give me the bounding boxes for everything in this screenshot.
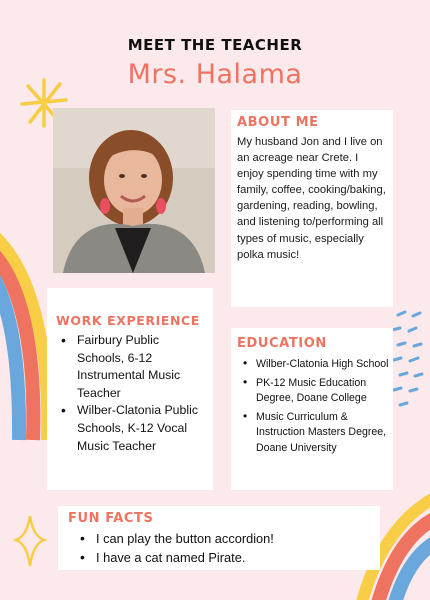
list-item: • Music Curriculum & Instruction Masters Degree, Doane University	[243, 410, 389, 457]
education-title: EDUCATION	[237, 336, 327, 351]
fun-facts-list	[80, 529, 274, 567]
fun-facts-title: FUN FACTS	[68, 511, 154, 526]
list-item: • Wilber-Clatonia Public Schools, K-12 Vocal Music Teacher	[61, 402, 209, 455]
left-rainbow-icon	[0, 232, 47, 440]
about-title: ABOUT ME	[237, 115, 319, 130]
teacher-name: Mrs. Halama	[127, 59, 303, 90]
list-item: • I can play the button accordion!	[80, 529, 274, 548]
teacher-photo	[53, 108, 215, 273]
about-text: My husband Jon and I live on an acreage near Crete. I enjoy spending time with my family, coffee, cooking/baking, gardening, reading, bowling, and listening to/performing all types of music, especially polka music!	[237, 136, 386, 261]
about-card	[231, 110, 393, 307]
education-list	[243, 357, 389, 459]
work-card	[47, 288, 213, 490]
teacher-portrait-icon	[53, 108, 215, 273]
fun-facts-card	[58, 506, 380, 570]
list-item: • Wilber-Clatonia High School	[243, 357, 389, 373]
sparkle-icon	[16, 516, 44, 566]
blue-dashes-icon	[392, 312, 422, 405]
work-title: WORK EXPERIENCE	[56, 313, 200, 328]
education-card	[231, 328, 393, 490]
work-list	[61, 332, 209, 455]
list-item: • Fairbury Public Schools, 6-12 Instrumental Music Teacher	[61, 332, 209, 402]
list-item: • PK-12 Music Education Degree, Doane College	[243, 376, 389, 407]
page-title: MEET THE TEACHER	[127, 36, 303, 54]
list-item: • I have a cat named Pirate.	[80, 548, 274, 567]
